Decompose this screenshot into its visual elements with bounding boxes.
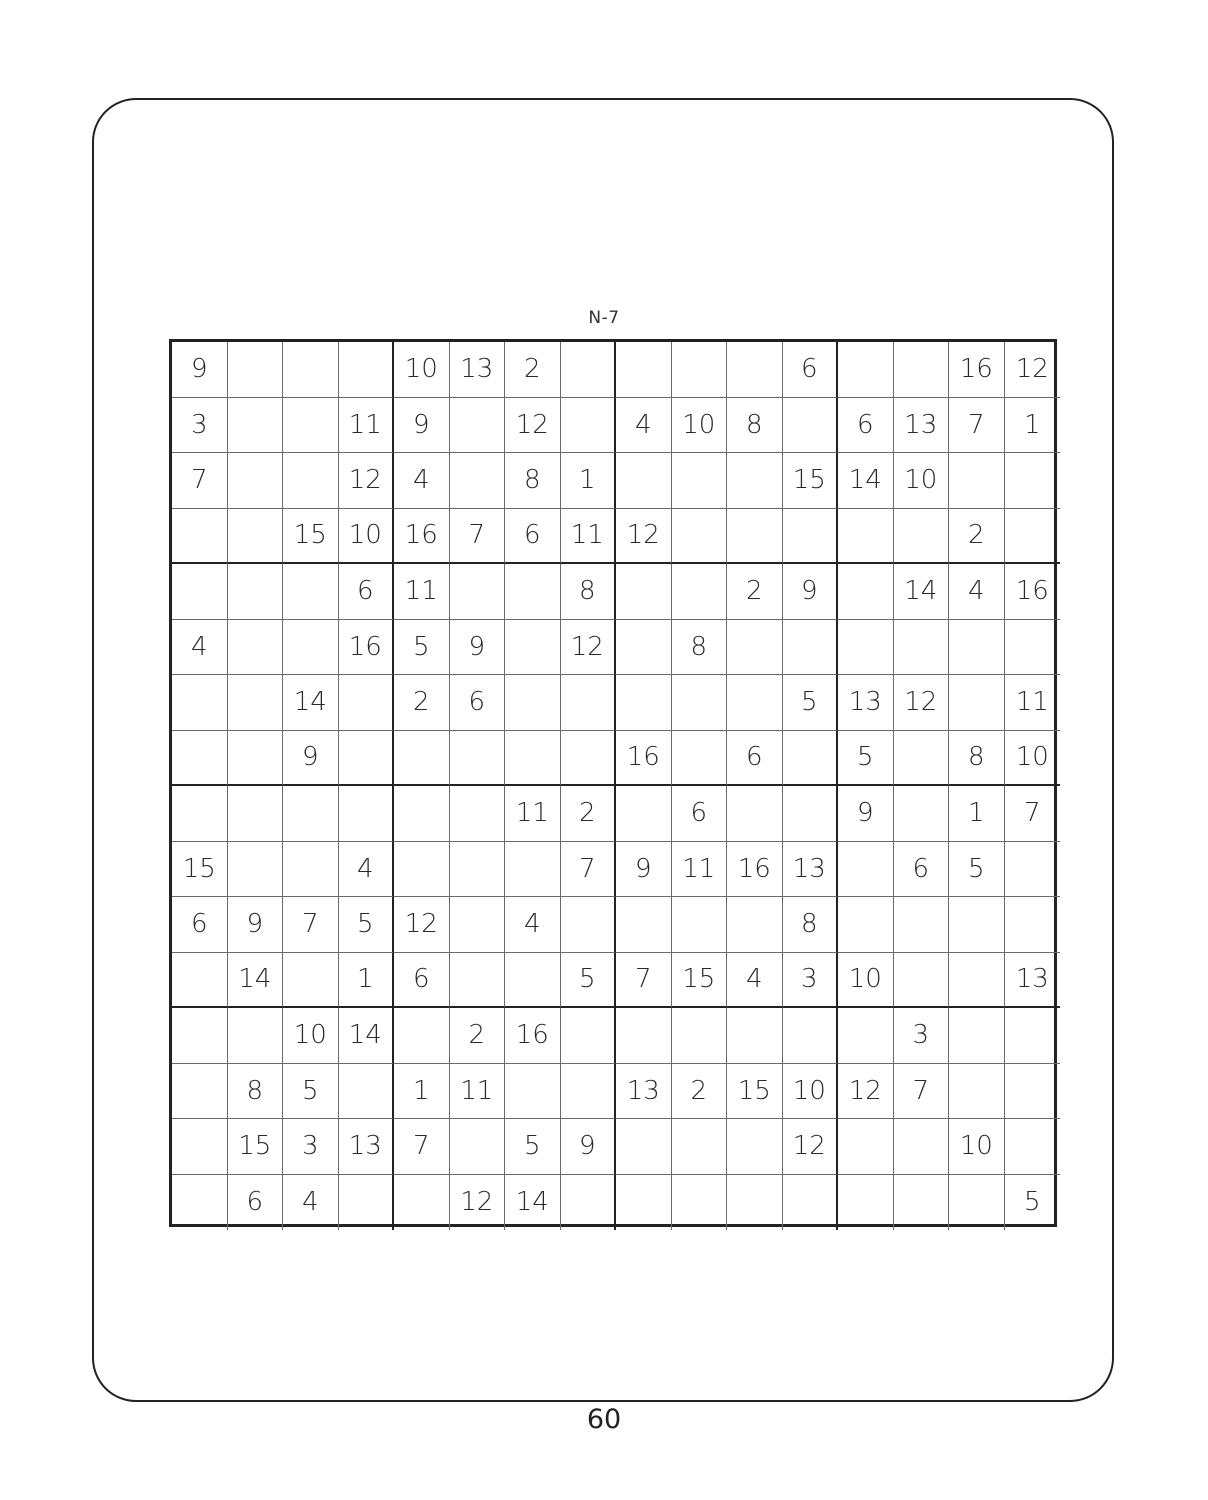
given-cell: 5 (505, 1119, 561, 1175)
given-cell: 8 (727, 398, 783, 454)
empty-cell[interactable] (283, 620, 339, 676)
given-cell: 12 (1005, 342, 1061, 398)
given-cell: 9 (616, 842, 672, 898)
given-cell: 15 (783, 453, 839, 509)
given-cell: 5 (339, 897, 395, 953)
given-cell: 7 (949, 398, 1005, 454)
given-cell: 6 (172, 897, 228, 953)
given-cell: 2 (450, 1008, 506, 1064)
given-cell: 13 (616, 1064, 672, 1120)
empty-cell[interactable] (561, 897, 617, 953)
empty-cell[interactable] (394, 731, 450, 787)
given-cell: 10 (949, 1119, 1005, 1175)
given-cell: 10 (838, 953, 894, 1009)
empty-cell[interactable] (172, 786, 228, 842)
given-cell: 1 (561, 453, 617, 509)
empty-cell[interactable] (1005, 453, 1061, 509)
empty-cell[interactable] (727, 675, 783, 731)
empty-cell[interactable] (1005, 1064, 1061, 1120)
given-cell: 4 (505, 897, 561, 953)
empty-cell[interactable] (561, 398, 617, 454)
given-cell: 6 (783, 342, 839, 398)
empty-cell[interactable] (394, 1175, 450, 1231)
empty-cell[interactable] (783, 731, 839, 787)
given-cell: 7 (561, 842, 617, 898)
empty-cell[interactable] (894, 731, 950, 787)
given-cell: 4 (394, 453, 450, 509)
given-cell: 7 (1005, 786, 1061, 842)
empty-cell[interactable] (505, 1064, 561, 1120)
empty-cell[interactable] (783, 620, 839, 676)
given-cell: 13 (838, 675, 894, 731)
given-cell: 9 (838, 786, 894, 842)
given-cell: 2 (394, 675, 450, 731)
given-cell: 14 (894, 564, 950, 620)
empty-cell[interactable] (672, 1175, 728, 1231)
empty-cell[interactable] (228, 564, 284, 620)
empty-cell[interactable] (394, 1008, 450, 1064)
given-cell: 1 (339, 953, 395, 1009)
given-cell: 16 (727, 842, 783, 898)
empty-cell[interactable] (949, 620, 1005, 676)
empty-cell[interactable] (172, 731, 228, 787)
given-cell: 13 (894, 398, 950, 454)
empty-cell[interactable] (894, 509, 950, 565)
given-cell: 2 (672, 1064, 728, 1120)
given-cell: 10 (894, 453, 950, 509)
given-cell: 15 (228, 1119, 284, 1175)
given-cell: 3 (283, 1119, 339, 1175)
given-cell: 12 (394, 897, 450, 953)
given-cell: 8 (949, 731, 1005, 787)
empty-cell[interactable] (450, 842, 506, 898)
sudoku-grid (169, 339, 1057, 1227)
empty-cell[interactable] (172, 675, 228, 731)
empty-cell[interactable] (616, 453, 672, 509)
given-cell: 2 (505, 342, 561, 398)
empty-cell[interactable] (894, 953, 950, 1009)
empty-cell[interactable] (283, 786, 339, 842)
empty-cell[interactable] (616, 620, 672, 676)
empty-cell[interactable] (894, 1175, 950, 1231)
empty-cell[interactable] (783, 786, 839, 842)
empty-cell[interactable] (450, 1119, 506, 1175)
given-cell: 12 (505, 398, 561, 454)
empty-cell[interactable] (228, 842, 284, 898)
empty-cell[interactable] (450, 953, 506, 1009)
given-cell: 6 (450, 675, 506, 731)
given-cell: 10 (394, 342, 450, 398)
given-cell: 1 (394, 1064, 450, 1120)
given-cell: 11 (450, 1064, 506, 1120)
empty-cell[interactable] (616, 786, 672, 842)
given-cell: 4 (616, 398, 672, 454)
empty-cell[interactable] (505, 731, 561, 787)
given-cell: 9 (561, 1119, 617, 1175)
empty-cell[interactable] (228, 731, 284, 787)
empty-cell[interactable] (672, 731, 728, 787)
empty-cell[interactable] (228, 509, 284, 565)
given-cell: 12 (339, 453, 395, 509)
given-cell: 4 (339, 842, 395, 898)
given-cell: 3 (783, 953, 839, 1009)
empty-cell[interactable] (172, 953, 228, 1009)
given-cell: 3 (894, 1008, 950, 1064)
given-cell: 4 (727, 953, 783, 1009)
empty-cell[interactable] (450, 453, 506, 509)
empty-cell[interactable] (949, 1064, 1005, 1120)
empty-cell[interactable] (727, 1119, 783, 1175)
empty-cell[interactable] (1005, 620, 1061, 676)
given-cell: 13 (1005, 953, 1061, 1009)
empty-cell[interactable] (283, 342, 339, 398)
empty-cell[interactable] (172, 509, 228, 565)
given-cell: 4 (172, 620, 228, 676)
empty-cell[interactable] (505, 675, 561, 731)
empty-cell[interactable] (394, 786, 450, 842)
empty-cell[interactable] (561, 731, 617, 787)
empty-cell[interactable] (228, 620, 284, 676)
given-cell: 1 (949, 786, 1005, 842)
given-cell: 5 (838, 731, 894, 787)
empty-cell[interactable] (339, 731, 395, 787)
empty-cell[interactable] (727, 786, 783, 842)
empty-cell[interactable] (949, 453, 1005, 509)
empty-cell[interactable] (228, 1008, 284, 1064)
given-cell: 7 (894, 1064, 950, 1120)
empty-cell[interactable] (727, 620, 783, 676)
given-cell: 14 (228, 953, 284, 1009)
given-cell: 11 (394, 564, 450, 620)
empty-cell[interactable] (672, 675, 728, 731)
given-cell: 3 (172, 398, 228, 454)
given-cell: 11 (672, 842, 728, 898)
empty-cell[interactable] (228, 675, 284, 731)
given-cell: 15 (672, 953, 728, 1009)
given-cell: 9 (228, 897, 284, 953)
empty-cell[interactable] (838, 564, 894, 620)
empty-cell[interactable] (727, 897, 783, 953)
empty-cell[interactable] (1005, 897, 1061, 953)
empty-cell[interactable] (949, 1175, 1005, 1231)
given-cell: 6 (838, 398, 894, 454)
empty-cell[interactable] (894, 342, 950, 398)
given-cell: 15 (283, 509, 339, 565)
empty-cell[interactable] (894, 786, 950, 842)
given-cell: 8 (783, 897, 839, 953)
empty-cell[interactable] (838, 1119, 894, 1175)
empty-cell[interactable] (172, 1119, 228, 1175)
empty-cell[interactable] (727, 453, 783, 509)
given-cell: 16 (394, 509, 450, 565)
empty-cell[interactable] (1005, 1119, 1061, 1175)
given-cell: 12 (783, 1119, 839, 1175)
given-cell: 7 (283, 897, 339, 953)
empty-cell[interactable] (672, 342, 728, 398)
empty-cell[interactable] (228, 398, 284, 454)
given-cell: 16 (949, 342, 1005, 398)
given-cell: 14 (505, 1175, 561, 1231)
empty-cell[interactable] (727, 1175, 783, 1231)
given-cell: 5 (283, 1064, 339, 1120)
empty-cell[interactable] (949, 897, 1005, 953)
puzzle-title: N-7 (588, 308, 620, 328)
empty-cell[interactable] (672, 897, 728, 953)
given-cell: 6 (727, 731, 783, 787)
empty-cell[interactable] (616, 897, 672, 953)
given-cell: 16 (1005, 564, 1061, 620)
given-cell: 6 (672, 786, 728, 842)
empty-cell[interactable] (450, 398, 506, 454)
given-cell: 5 (949, 842, 1005, 898)
given-cell: 5 (783, 675, 839, 731)
empty-cell[interactable] (838, 342, 894, 398)
empty-cell[interactable] (672, 1119, 728, 1175)
given-cell: 2 (727, 564, 783, 620)
given-cell: 6 (394, 953, 450, 1009)
given-cell: 10 (672, 398, 728, 454)
empty-cell[interactable] (727, 509, 783, 565)
given-cell: 13 (783, 842, 839, 898)
empty-cell[interactable] (339, 342, 395, 398)
given-cell: 16 (505, 1008, 561, 1064)
empty-cell[interactable] (616, 342, 672, 398)
given-cell: 16 (339, 620, 395, 676)
given-cell: 7 (450, 509, 506, 565)
given-cell: 2 (949, 509, 1005, 565)
empty-cell[interactable] (339, 675, 395, 731)
page-number: 60 (586, 1404, 622, 1435)
empty-cell[interactable] (838, 897, 894, 953)
empty-cell[interactable] (838, 1008, 894, 1064)
empty-cell[interactable] (561, 675, 617, 731)
empty-cell[interactable] (1005, 509, 1061, 565)
empty-cell[interactable] (283, 953, 339, 1009)
given-cell: 12 (450, 1175, 506, 1231)
given-cell: 9 (450, 620, 506, 676)
given-cell: 5 (1023, 1187, 1041, 1218)
empty-cell[interactable] (450, 731, 506, 787)
empty-cell[interactable] (228, 342, 284, 398)
empty-cell[interactable] (228, 786, 284, 842)
empty-cell[interactable] (172, 1064, 228, 1120)
empty-cell[interactable] (283, 564, 339, 620)
empty-cell[interactable] (561, 1175, 617, 1231)
empty-cell[interactable] (838, 620, 894, 676)
given-cell: 2 (561, 786, 617, 842)
empty-cell[interactable] (949, 953, 1005, 1009)
given-cell: 9 (283, 731, 339, 787)
empty-cell[interactable] (505, 620, 561, 676)
empty-cell[interactable] (838, 842, 894, 898)
empty-cell[interactable] (1005, 1008, 1061, 1064)
given-cell: 4 (949, 564, 1005, 620)
empty-cell[interactable] (505, 564, 561, 620)
given-cell: 10 (783, 1064, 839, 1120)
empty-cell[interactable] (172, 1008, 228, 1064)
given-cell: 4 (283, 1175, 339, 1231)
empty-cell[interactable] (616, 564, 672, 620)
given-cell: 7 (172, 453, 228, 509)
given-cell: 8 (561, 564, 617, 620)
empty-cell[interactable] (783, 1008, 839, 1064)
empty-cell[interactable] (505, 953, 561, 1009)
empty-cell[interactable] (450, 897, 506, 953)
given-cell: 11 (561, 509, 617, 565)
given-cell: 15 (172, 842, 228, 898)
empty-cell[interactable] (283, 842, 339, 898)
given-cell: 1 (1005, 398, 1061, 454)
given-cell: 15 (727, 1064, 783, 1120)
empty-cell[interactable] (727, 1008, 783, 1064)
given-cell: 7 (394, 1119, 450, 1175)
empty-cell[interactable] (561, 1064, 617, 1120)
empty-cell[interactable] (283, 398, 339, 454)
given-cell: 9 (783, 564, 839, 620)
empty-cell[interactable] (172, 1175, 228, 1231)
empty-cell[interactable] (672, 509, 728, 565)
given-cell: 10 (283, 1008, 339, 1064)
empty-cell[interactable] (228, 453, 284, 509)
given-cell: 14 (339, 1008, 395, 1064)
empty-cell[interactable] (949, 675, 1005, 731)
empty-cell[interactable] (894, 620, 950, 676)
given-cell: 9 (172, 342, 228, 398)
given-cell: 12 (561, 620, 617, 676)
empty-cell[interactable] (672, 564, 728, 620)
given-cell: 6 (505, 509, 561, 565)
given-cell: 14 (838, 453, 894, 509)
given-cell: 8 (672, 620, 728, 676)
empty-cell[interactable] (783, 398, 839, 454)
empty-cell[interactable] (894, 897, 950, 953)
empty-cell[interactable] (672, 1008, 728, 1064)
empty-cell[interactable] (672, 453, 728, 509)
empty-cell[interactable] (1005, 842, 1061, 898)
empty-cell[interactable] (450, 564, 506, 620)
empty-cell[interactable] (949, 1008, 1005, 1064)
given-cell: 13 (450, 342, 506, 398)
empty-cell[interactable] (894, 1119, 950, 1175)
given-cell: 6 (228, 1175, 284, 1231)
given-cell: 12 (838, 1064, 894, 1120)
given-cell: 9 (394, 398, 450, 454)
empty-cell[interactable] (561, 342, 617, 398)
empty-cell[interactable] (172, 564, 228, 620)
empty-cell[interactable] (339, 1064, 395, 1120)
given-cell: 5 (394, 620, 450, 676)
empty-cell[interactable] (616, 1175, 672, 1231)
empty-cell[interactable] (394, 842, 450, 898)
empty-cell[interactable] (505, 842, 561, 898)
empty-cell[interactable] (561, 1008, 617, 1064)
empty-cell[interactable] (283, 453, 339, 509)
given-cell: 8 (505, 453, 561, 509)
given-cell: 11 (339, 398, 395, 454)
given-cell: 6 (339, 564, 395, 620)
empty-cell[interactable] (616, 675, 672, 731)
given-cell: 11 (505, 786, 561, 842)
empty-cell[interactable] (339, 786, 395, 842)
empty-cell[interactable] (838, 1175, 894, 1231)
given-cell: 8 (228, 1064, 284, 1120)
given-cell: 10 (339, 509, 395, 565)
given-cell: 14 (283, 675, 339, 731)
empty-cell[interactable] (450, 786, 506, 842)
given-cell: 7 (616, 953, 672, 1009)
empty-cell[interactable] (727, 342, 783, 398)
given-cell: 16 (616, 731, 672, 787)
empty-cell[interactable] (783, 509, 839, 565)
empty-cell[interactable] (616, 1119, 672, 1175)
empty-cell[interactable] (339, 1175, 395, 1231)
given-cell: 5 (561, 953, 617, 1009)
given-cell: 12 (616, 509, 672, 565)
given-cell: 10 (1005, 731, 1061, 787)
given-cell: 11 (1005, 675, 1061, 731)
given-cell: 13 (339, 1119, 395, 1175)
empty-cell[interactable] (783, 1175, 839, 1231)
given-cell: 12 (894, 675, 950, 731)
given-cell: 6 (894, 842, 950, 898)
empty-cell[interactable] (838, 509, 894, 565)
empty-cell[interactable] (616, 1008, 672, 1064)
